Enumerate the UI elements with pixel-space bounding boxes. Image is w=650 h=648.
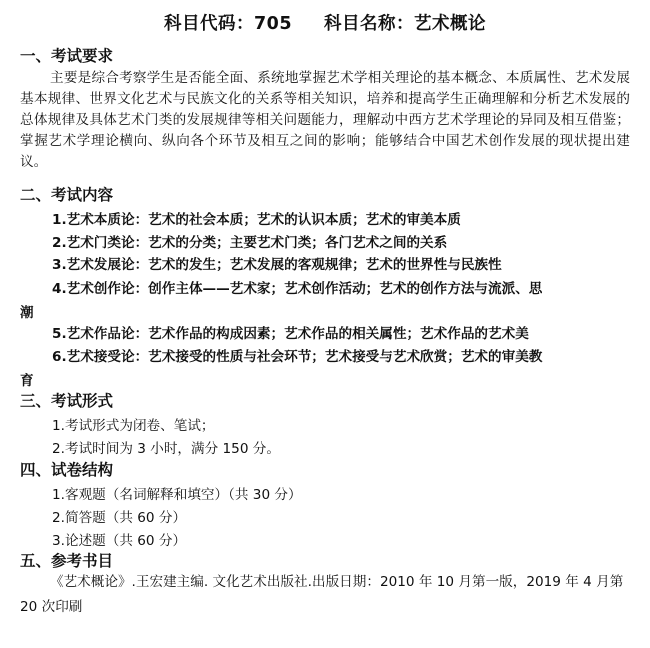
content-item-continuation: 育 <box>20 373 34 389</box>
section-heading-requirements: 一、考试要求 <box>20 47 114 65</box>
section-heading-content: 二、考试内容 <box>20 186 114 204</box>
page-title <box>0 10 650 35</box>
structure-item: 2.简答题（共 60 分） <box>52 510 187 526</box>
section-heading-references: 五、参考书目 <box>20 552 114 570</box>
content-item-continuation: 潮 <box>20 305 34 321</box>
content-item: 6.艺术接受论：艺术接受的性质与社会环节；艺术接受与艺术欣赏；艺术的审美教 <box>52 349 543 365</box>
structure-item: 1.客观题（名词解释和填空）（共 30 分） <box>52 487 302 503</box>
requirements-paragraph: 主要是综合考察学生是否能全面、系统地掌握艺术学相关理论的基本概念、本质属性、艺术发展基本规律、世界文化艺术与民族文化的关系等相关知识，培养和提高学生正确理解和分析艺术发展的总体规律及具体艺术门类的发展规律等相关问题能力，理解动中西方艺术学理论的异同及相互借鉴；掌握艺术学理论横向、纵向各个环节及相互之间的影响；能够结合中国艺术创作发展的现状提出建议。 <box>20 70 630 170</box>
structure-item: 3.论述题（共 60 分） <box>52 533 187 549</box>
content-item: 2.艺术门类论：艺术的分类；主要艺术门类；各门艺术之间的关系 <box>52 235 448 251</box>
subject-code: 科目代码：705 <box>163 14 293 34</box>
section-heading-structure: 四、试卷结构 <box>20 461 114 479</box>
content-item: 5.艺术作品论：艺术作品的构成因素；艺术作品的相关属性；艺术作品的艺术美 <box>52 326 529 342</box>
format-item: 2.考试时间为 3 小时，满分 150 分。 <box>52 441 280 457</box>
reference-text: 《艺术概论》.王宏建主编. 文化艺术出版社.出版日期：2010 年 10 月第一版，2019 年 4 月第 20 次印刷 <box>20 574 624 615</box>
content-item: 3.艺术发展论：艺术的发生；艺术发展的客观规律；艺术的世界性与民族性 <box>52 257 502 273</box>
content-item: 4.艺术创作论：创作主体——艺术家；艺术创作活动；艺术的创作方法与流派、思 <box>52 281 543 297</box>
format-item: 1.考试形式为闭卷、笔试； <box>52 418 215 434</box>
section-heading-format: 三、考试形式 <box>20 392 114 410</box>
subject-name: 科目名称：艺术概论 <box>324 14 487 34</box>
content-item: 1.艺术本质论：艺术的社会本质；艺术的认识本质；艺术的审美本质 <box>52 212 461 228</box>
